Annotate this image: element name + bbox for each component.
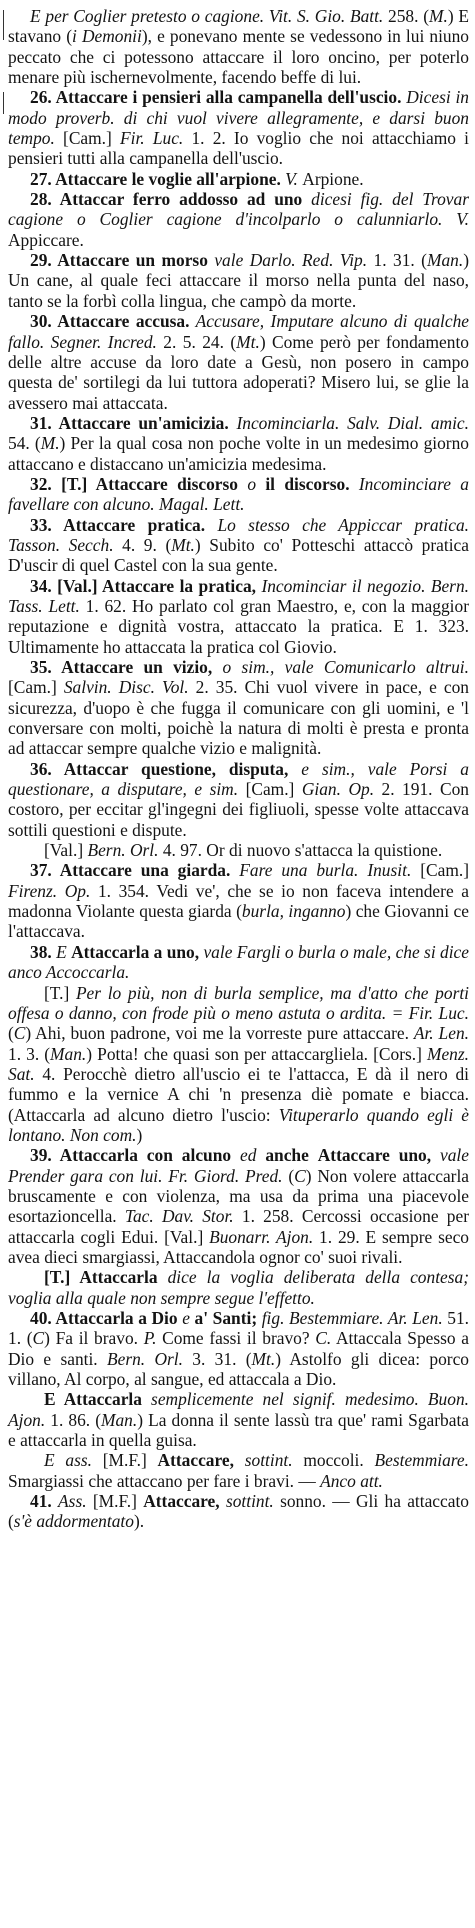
body-text: ) Ahi, buon padrone, voi me la vorreste pure attaccare. [25,1023,414,1044]
body-text: 1. 3. ( [8,1043,51,1064]
entry-headword: E Attaccarla [44,1389,142,1410]
italic-text: C [32,1328,45,1349]
entry-headword: 39. Attaccarla con alcuno [30,1145,232,1166]
entry-headword: Attaccarla a uno, [71,941,200,962]
italic-text: P. [143,1328,157,1349]
italic-text: Fir. Luc. [120,128,184,149]
dictionary-entry-paragraph [8,250,469,311]
entry-headword: Attaccare, [157,1450,234,1471]
italic-text [309,1145,318,1165]
entry-headword: 37. Attaccare una giarda. [30,860,231,881]
body-text: Arpione. [302,168,364,189]
italic-text: E ass. [44,1450,92,1471]
entry-headword: 40. Attaccarla a Dio [30,1308,178,1328]
dictionary-entry-paragraph [8,1450,469,1491]
body-text: ) La donna il sente lassù tra que' rami Sgarbata e attaccarla in quella guisa. [8,1409,469,1451]
italic-text: Incominciare a favellare con alcuno. Magal. Lett. [8,473,469,515]
dictionary-entry-paragraph [8,311,469,413]
dictionary-entry-paragraph [8,576,469,657]
italic-text: E per Coglier pretesto o cagione. Vit. S. Gio. Batt. [30,6,389,26]
dictionary-entry-paragraph [8,87,469,168]
dictionary-entry-paragraph [8,942,469,983]
italic-text: vale Prender gara con lui. Fr. Giord. Pred. [8,1145,469,1186]
body-text: 1. 29. E sempre seco avea dieci smargiassi, Attaccandola ognor co' suoi rivali. [8,1226,469,1267]
entry-headword: [T.] Attaccarla [44,1267,158,1288]
body-text: ) Non volere attaccarla bruscamente e con violenza, ma usa da prima una piacevole esortazioncella. [8,1165,470,1227]
body-text: sonno. — Gli ha attaccato ( [8,1491,469,1532]
body-text: [M.F.] [86,1491,144,1512]
body-text: ( [282,1165,295,1186]
entry-headword: 27. Attaccare le voglie all'arpione. [30,168,281,189]
body-text: 54. ( [8,433,41,454]
body-text: [M.F.] [91,1450,158,1471]
body-text: ) Fa il bravo. [44,1328,144,1349]
italic-text: ed [231,1145,266,1166]
entry-headword: Attaccare uno, [317,1145,432,1166]
italic-text: fig. Bestemmiare. Ar. Len. [257,1308,443,1328]
entry-headword: 32. [T.] Attaccare discorso [30,473,238,494]
body-text: 1. 86. ( [45,1409,101,1430]
italic-text: Per lo più, non di burla semplice, ma d'atto che porti offesa o danno, con frode più o meno astuta o ardita. = Fir. Luc. [8,982,469,1023]
dictionary-entry-paragraph [8,413,469,474]
body-text: Attaccala Spesso a Dio e santi. [8,1328,470,1369]
italic-text: o sim., vale Comunicarlo altrui. [212,657,469,677]
body-text: [Cam.] [411,860,469,881]
dictionary-entry-paragraph [8,860,469,941]
italic-text: Incominciar il negozio. Bern. Tass. Lett. [8,575,469,616]
italic-text: Lo stesso che Appiccar pratica. Tasson. Secch. [8,514,469,555]
italic-text: Gian. Op. [301,779,375,800]
dictionary-entry-paragraph [8,1308,469,1389]
dictionary-entry-paragraph [8,1491,469,1532]
italic-text: Bestemmiare. [374,1450,469,1471]
dictionary-entry-paragraph [8,189,469,250]
margin-rule-top [3,10,4,40]
body-text: Smargiassi che attaccano per fare i bravi. — [8,1470,321,1491]
dictionary-entry-paragraph [8,474,469,515]
italic-text: e [177,1308,195,1328]
body-text: 2. 5. 24. ( [156,331,237,352]
italic-text: V. [280,168,303,189]
italic-text: Mt. [171,534,195,555]
entry-headword: a' Santi; [194,1308,258,1328]
body-text: 3. 31. ( [182,1348,252,1369]
entry-headword: 41. [30,1491,59,1512]
italic-text: Man. [426,250,464,271]
italic-text: Man. [50,1043,87,1064]
body-text: ) Potta! che quasi son per attaccargliela. [Cors.] [86,1043,427,1064]
entry-headword: 34. [Val.] Attaccare la pratica, [30,575,257,596]
italic-text: Man. [101,1409,138,1430]
body-text: [Cam.] [8,677,64,698]
dictionary-entry-paragraph [8,515,469,576]
dictionary-entry-paragraph [8,1389,469,1450]
italic-text: Ass. [58,1491,87,1512]
entry-headword: 36. Attaccar questione, disputa, [30,758,289,779]
italic-text: vale Darlo. Red. Vip. [207,250,368,271]
italic-text: E [56,941,72,962]
dictionary-entry-paragraph [8,1267,469,1308]
italic-text: Accusare, Imputare alcuno di qualche fallo. Segner. Incred. [8,311,469,352]
body-text: Appiccare. [8,229,84,250]
dictionary-entry-paragraph [8,1145,469,1267]
italic-text: M. [40,433,60,454]
italic-text: Salvin. Disc. Vol. [63,677,189,698]
body-text: ). [133,1511,145,1532]
italic-text: C [13,1023,26,1044]
body-text: ) Un cane, al quale feci attaccare il morso nella punta del naso, tanto se la forbì colla lingua, che campò da morte. [8,250,470,311]
entry-headword: 35. Attaccare un vizio, [30,657,213,677]
entry-headword: il discorso. [265,473,350,494]
body-text: ) che Giovanni ce l'attaccava. [8,901,469,942]
italic-text: Bern. Orl. [87,840,159,861]
body-text: [Cam.] [54,128,121,149]
body-text: ( [8,1023,14,1044]
body-text: 4. Perocchè dietro all'uscio ei te l'attacca, E dà il nero di fummo e la vernice A chi 'n presenza diè pomate e biacca. (Attaccarla ad alcuno dietro l'uscio: [8,1063,469,1125]
body-text: 1. 354. Vedi ve', che se io non faceva intendere a madonna Violante questa giarda ( [8,880,469,922]
italic-text: sottint. [219,1491,274,1512]
italic-text: o [237,473,266,494]
body-text: ) Per la qual cosa non poche volte in un medesimo giorno attaccano e distaccano un'amicizia medesima. [8,433,469,474]
body-text: [Cam.] [238,779,302,800]
italic-text: Incominciarla. Salv. Dial. amic. [228,412,469,433]
italic-text: burla, inganno [241,901,346,922]
dictionary-entry-paragraph [8,657,469,759]
entry-headword: 38. [30,941,57,962]
italic-text: semplicemente nel signif. medesimo. Buon. Ajon. [8,1389,469,1430]
dictionary-entry-paragraph [8,759,469,840]
body-text: 2. 191. Con costoro, per eccitar gl'ingegni dei figliuoli, spesse volte attaccava sottili questioni e dispute. [8,779,469,840]
entry-headword: 30. Attaccare accusa. [30,311,190,332]
entry-headword: 28. Attaccar ferro addosso ad uno [30,189,303,210]
body-text: [T.] [44,982,76,1003]
italic-text: M. [429,6,448,26]
body-text: ), e ponevano mente se vedessono in lui niuno peccato che ci potessono attaccare il loro oncino, per poterlo menare più ischernevolmente, facendo beffe di lui. [8,26,469,88]
entry-headword: 33. Attaccare pratica. [30,514,206,535]
italic-text: vale Fargli o burla o male, che si dice anco Accoccarla. [8,941,469,983]
body-text: 2. 35. Chi vuol vivere in pace, e con sicurezza, d'uopo è che fugga il comunicare con gli uomini, e 'l conversare con molti, poichè la natura di molti è presta e pronta ad attaccar sempre qualche vizio e malignità. [8,677,469,759]
italic-text: C [294,1165,306,1186]
italic-text: Bern. Orl. [106,1348,183,1369]
italic-text: Mt. [236,331,260,352]
dictionary-entry-paragraph [8,983,469,1146]
entry-headword: 29. Attaccare un morso [30,250,208,271]
body-text: ) Astolfo gli dicea: porco villano, Al corpo, al sangue, ed attaccala a Dio. [8,1348,469,1390]
body-text: ) Subito co' Potteschi attaccò pratica D'uscir di quel Castel con la sua gente. [8,534,469,576]
italic-text: dicesi fig. del Trovar cagione o Coglier cagione d'incolparlo o calunniarlo. V. [8,189,469,230]
italic-text: Fare una burla. Inusit. [230,860,412,881]
italic-text: Mt. [251,1348,276,1369]
body-text: 4. 97. Or di nuovo s'attacca la quistione. [158,840,443,861]
italic-text: s'è addormentato [13,1511,134,1532]
body-text: 258. ( [388,6,430,26]
body-text: 1. 258. Cercossi occasione per attaccarla cogli Edui. [Val.] [8,1206,469,1247]
italic-text: Vituperarlo quando egli è lontano. Non com. [8,1104,470,1145]
body-text: 1. 31. ( [367,250,427,271]
italic-text: C. [315,1328,332,1349]
dictionary-entry-paragraph [8,169,469,189]
body-text: Come fassi il bravo? [156,1328,316,1349]
entry-headword: anche [265,1145,309,1166]
body-text: 1. 62. Ho parlato col gran Maestro, e, con la maggior reputazione e dignità vostra, attaccato la pratica. E 1. 323. Ultimamente ho attaccata la pratica col Giovio. [8,595,469,657]
italic-text: Dicesi in modo proverb. di chi vuol vivere allegramente, e darsi buon tempo. [8,87,469,149]
italic-text: Anco att. [320,1470,383,1491]
italic-text: i Demonii [72,26,142,47]
body-text: ) Come però per fondamento delle altre accuse da loro date a Gesù, non posero in campo questa de' sortilegi da lui tuttora adoperati? Misero lui, se glie la avessero mai attaccata. [8,331,469,413]
body-text: 4. 9. ( [113,534,172,555]
entry-headword: 26. Attaccare i pensieri alla campanella dell'uscio. [30,87,407,108]
italic-text: Buonarr. Ajon. [209,1226,314,1247]
italic-text: Menz. Sat. [8,1043,469,1084]
entry-headword: 31. Attaccare un'amicizia. [30,412,229,433]
italic-text: Tac. Dav. Stor. [124,1206,234,1227]
italic-text: e sim., vale Porsi a questionare, a disputare, e sim. [8,758,470,800]
italic-text: Firenz. Op. [8,880,91,901]
entry-headword: Attaccare, [143,1491,220,1512]
margin-rule-entry-26 [3,92,4,114]
italic-text: sottint. [233,1450,293,1471]
body-text: ) E stavano ( [8,6,470,47]
body-text: moccoli. [292,1450,375,1471]
body-text: [Val.] [44,840,88,861]
body-text: ) [136,1124,143,1145]
dictionary-entry-paragraph [8,6,469,87]
italic-text: dice la voglia deliberata della contesa; voglia alla quale non sempre segue l'effetto. [8,1267,469,1308]
body-text: 1. 2. Io voglio che noi attacchiamo i pensieri tutti alla campanella dell'uscio. [8,128,469,169]
dictionary-entry-paragraph [8,840,469,860]
text-column [8,6,469,1532]
body-text: 51. 1. ( [8,1308,470,1349]
italic-text: Ar. Len. [413,1023,469,1044]
